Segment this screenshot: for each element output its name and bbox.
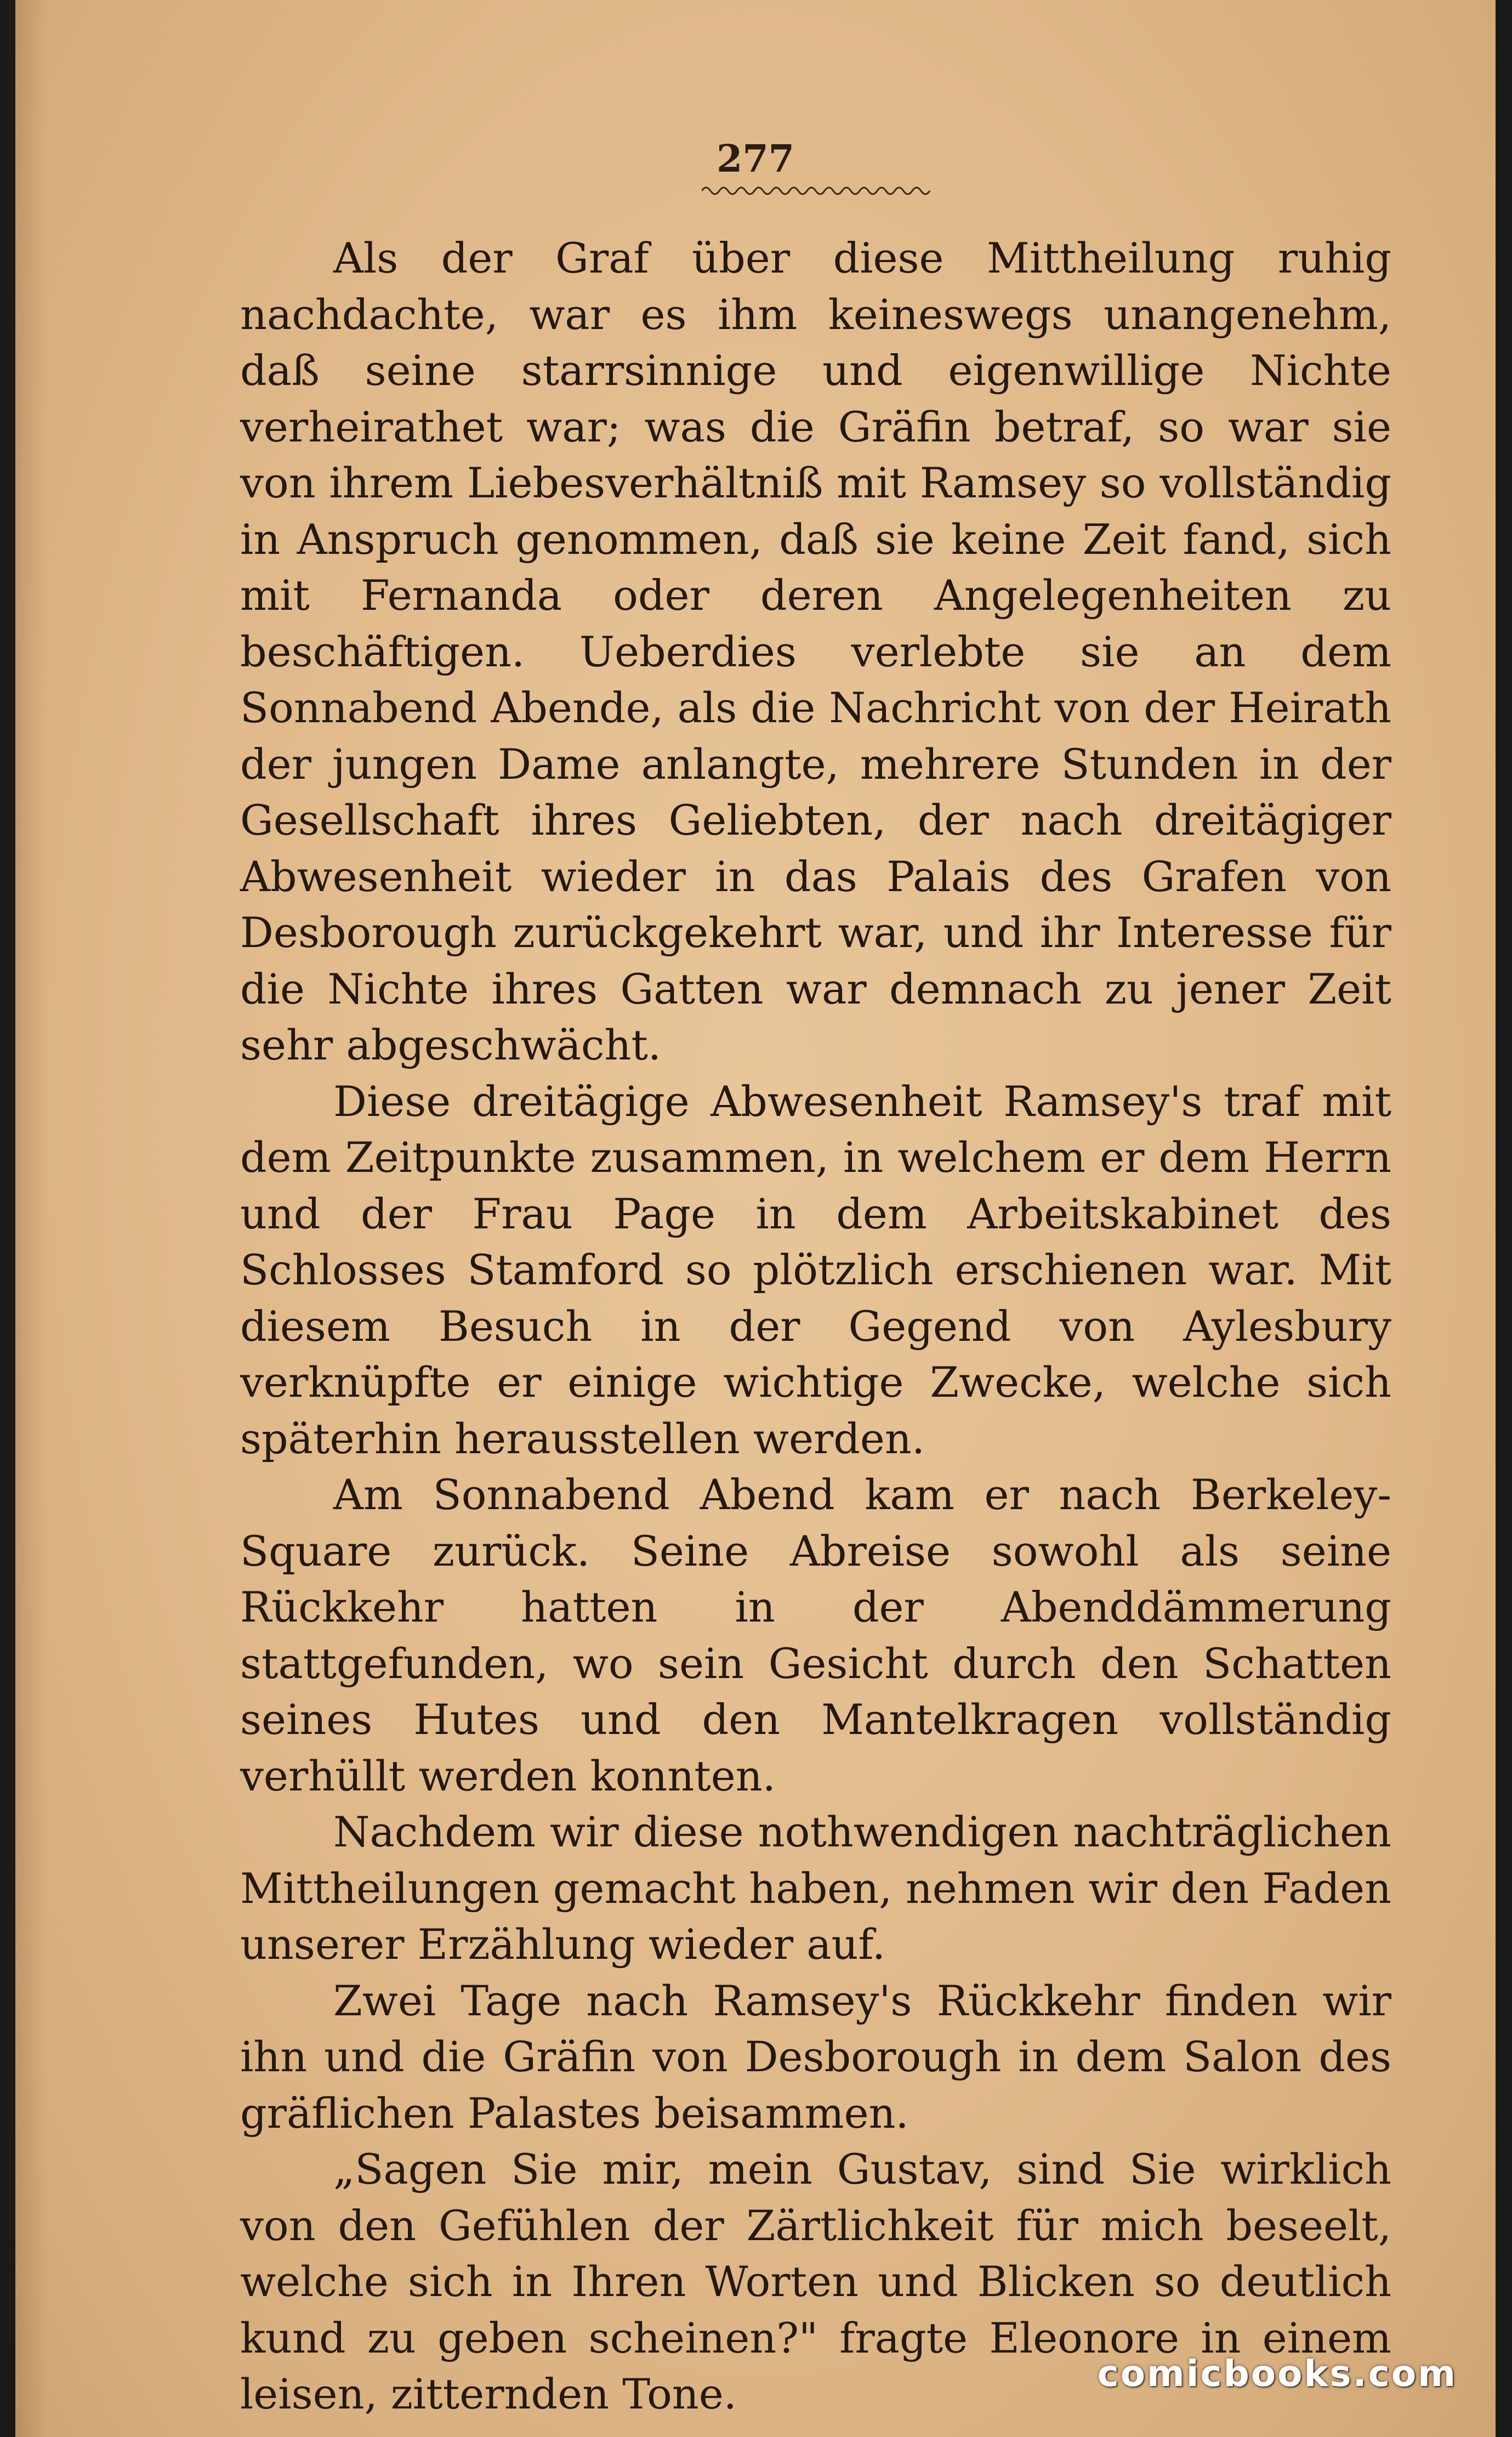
- page-number: 277: [717, 137, 794, 181]
- body-text: [240, 230, 1391, 2423]
- paragraph-1: Als der Graf über diese Mittheilung ruhig nachdachte, war es ihm keineswegs unangenehm, daß seine starrsinnige und eigenwillige Nichte verheirathet war; was die Gräfin betraf, so war sie von ihrem Liebesverhältniß mit Ramsey so vollständig in Anspruch genommen, daß sie keine Zeit fand, sich mit Fernanda oder deren Angelegenheiten zu beschäftigen. Ueberdies verlebte sie an dem Sonnabend Abende, als die Nachricht von der Heirath der jungen Dame anlangte, mehrere Stunden in der Gesellschaft ihres Geliebten, der nach dreitägiger Abwesenheit wieder in das Palais des Grafen von Desborough zurückgekehrt war, und ihr Interesse für die Nichte ihres Gatten war demnach zu jener Zeit sehr abgeschwächt.: [240, 234, 1391, 1069]
- page-edge-shadow: [15, 0, 48, 2437]
- paragraph-3: Am Sonnabend Abend kam er nach Berkeley-Square zurück. Seine Abreise sowohl als seine Rückkehr hatten in der Abenddämmerung stattgefunden, wo sein Gesicht durch den Schatten seines Hutes und den Mantelkragen vollständig verhüllt werden konnten.: [240, 1470, 1391, 1800]
- book-page: [15, 0, 1496, 2437]
- paragraph-2: Diese dreitägige Abwesenheit Ramsey's traf mit dem Zeitpunkte zusammen, in welchem er dem Herrn und der Frau Page in dem Arbeitskabinet des Schlosses Stamford so plötzlich erschienen war. Mit diesem Besuch in der Gegend von Aylesbury verknüpfte er einige wichtige Zwecke, welche sich späterhin herausstellen werden.: [240, 1076, 1391, 1463]
- site-watermark: comicbooks.com: [1097, 2353, 1457, 2395]
- paragraph-5: Zwei Tage nach Ramsey's Rückkehr finden wir ihn und die Gräfin von Desborough in dem Salon des gräflichen Palastes beisammen.: [240, 1976, 1391, 2138]
- paragraph-6: „Sagen Sie mir, mein Gustav, sind Sie wirklich von den Gefühlen der Zärtlichkeit für mich beseelt, welche sich in Ihren Worten und Blicken so deutlich kund zu geben scheinen?" fragte Eleonore in einem leisen, zitternden Tone.: [240, 2145, 1391, 2418]
- paragraph-4: Nachdem wir diese nothwendigen nachträglichen Mittheilungen gemacht haben, nehmen wir den Faden unserer Erzählung wieder auf.: [240, 1807, 1391, 1969]
- wavy-ornament: [702, 181, 932, 197]
